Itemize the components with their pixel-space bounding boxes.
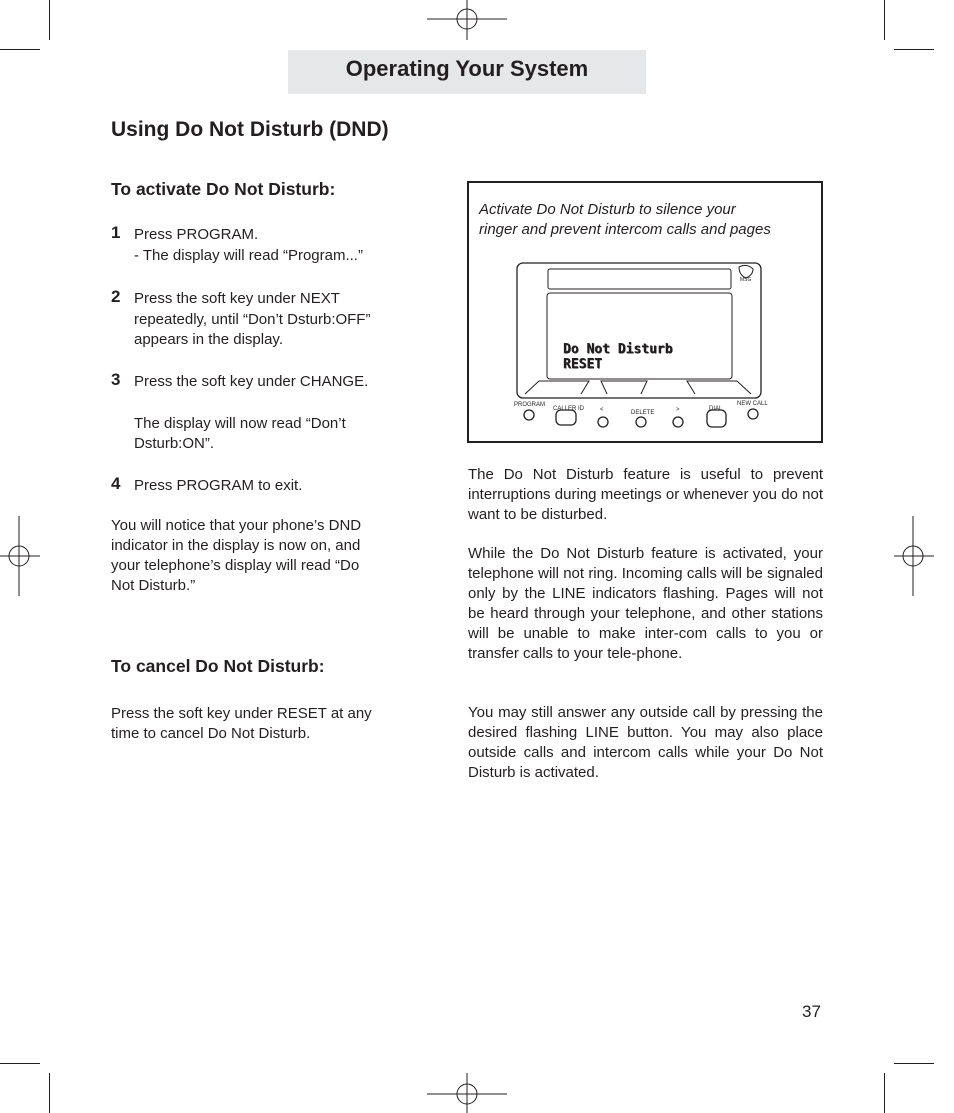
- step-text: [134, 225, 424, 266]
- step-line: Dsturb:ON”.: [134, 435, 215, 452]
- step-text: [134, 476, 424, 497]
- cancel-line: time to cancel Do Not Disturb.: [111, 725, 311, 742]
- registration-mark: [894, 516, 934, 596]
- step-line: repeatedly, until “Don’t Dsturb:OFF”: [134, 310, 371, 328]
- chapter-header: [288, 50, 646, 94]
- step-line: Press the soft key under CHANGE.: [134, 373, 369, 390]
- caption-line: Activate Do Not Disturb to silence your: [479, 201, 736, 218]
- step-line: appears in the display.: [134, 331, 283, 348]
- dnd-purpose-paragraph: The Do Not Disturb feature is useful to prevent interruptions during meetings or whenever you do not want to be disturbed.: [468, 466, 823, 523]
- step-text: [134, 372, 424, 455]
- step-line: Press the soft key under NEXT: [134, 290, 340, 307]
- step-number: 3: [111, 370, 121, 389]
- registration-mark: [427, 1073, 507, 1113]
- registration-mark: [427, 0, 507, 40]
- registration-mark: [0, 516, 40, 596]
- dnd-note: [111, 516, 421, 596]
- note-line: Not Disturb.”: [111, 577, 196, 594]
- chapter-title: Operating Your System: [345, 56, 589, 81]
- step-line: Press PROGRAM.: [134, 226, 259, 243]
- program-button-label: PROGRAM: [514, 402, 546, 408]
- step-line: The display will now read “Don’t: [134, 414, 346, 432]
- step-text: [134, 289, 424, 351]
- dnd-behavior-paragraph: While the Do Not Disturb feature is activated, your telephone will not ring. Incoming calls will be signaled only by the LINE indicators flashing. Pages will not be heard through your telephone, and other stations will be unable to make inter-com calls to you or transfer calls to your tele-phone.: [468, 545, 823, 662]
- section-title: Using Do Not Disturb (DND): [111, 118, 389, 141]
- note-line: your telephone’s display will read “Do: [111, 557, 360, 574]
- delete-button-label: DELETE: [631, 410, 655, 416]
- msg-label: MSG: [740, 277, 752, 283]
- step-number: 4: [111, 474, 121, 493]
- caller-id-button-label: CALLER ID: [553, 406, 585, 412]
- lcd-line-1: Do Not Disturb: [563, 342, 673, 357]
- cancel-text: [111, 704, 421, 744]
- step-line: - The display will read “Program...”: [134, 246, 363, 264]
- program-button-shape: [524, 410, 534, 420]
- cancel-line: Press the soft key under RESET at any: [111, 705, 372, 722]
- step-number: 1: [111, 223, 121, 242]
- page-number: 37: [802, 1002, 821, 1021]
- note-line: indicator in the display is now on, and: [111, 537, 361, 554]
- new-call-button-label: NEW CALL: [737, 401, 768, 407]
- caption-line: ringer and prevent intercom calls and pages: [479, 221, 771, 238]
- note-line: You will notice that your phone’s DND: [111, 517, 362, 534]
- step-number: 2: [111, 287, 121, 306]
- right-button-label: >: [676, 407, 680, 413]
- activate-heading: To activate Do Not Disturb:: [111, 179, 336, 199]
- cancel-heading: To cancel Do Not Disturb:: [111, 656, 325, 676]
- left-button-label: <: [600, 407, 604, 413]
- step-line: Press PROGRAM to exit.: [134, 477, 303, 494]
- dial-button-label: DIAL: [709, 406, 723, 412]
- lcd-line-2: RESET: [563, 357, 603, 372]
- dnd-outside-calls-paragraph: You may still answer any outside call by pressing the desired flashing LINE button. You may also place outside calls and intercom calls while your Do Not Disturb is activated.: [468, 704, 823, 781]
